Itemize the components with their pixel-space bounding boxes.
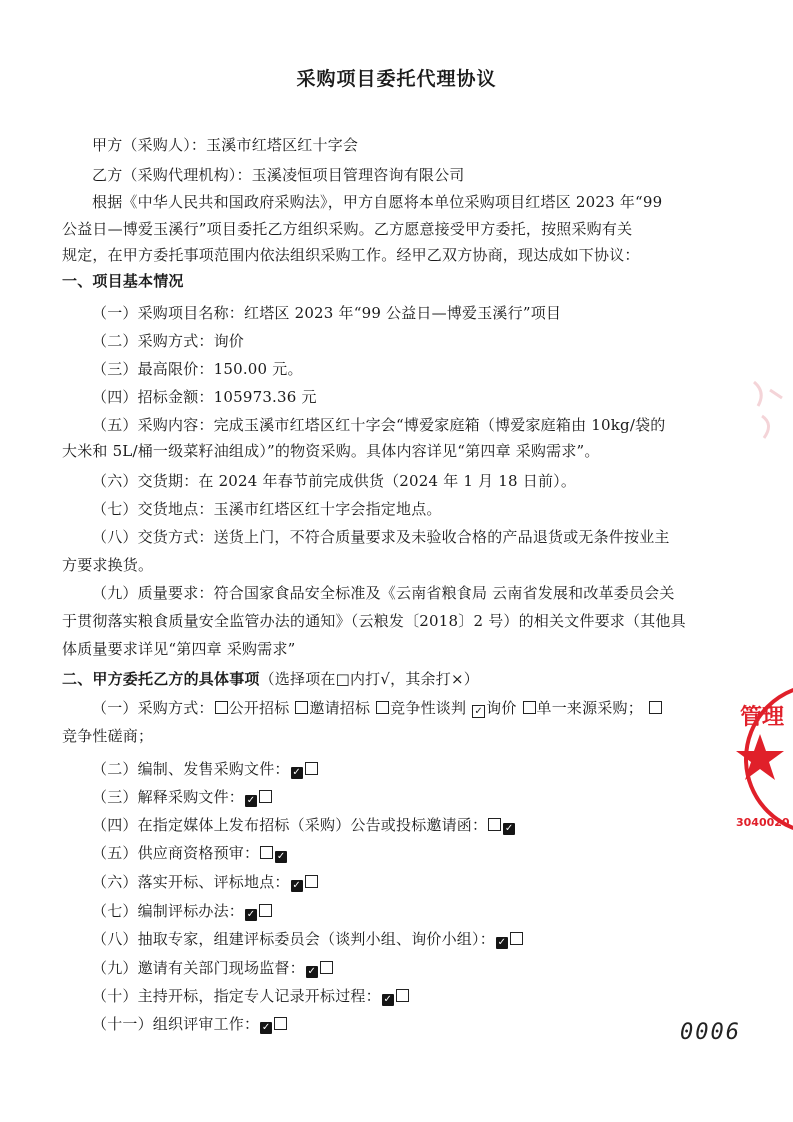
method-label: （一）采购方式： — [92, 699, 214, 717]
delegation-item — [92, 760, 319, 779]
delegation-item-label: （七）编制评标办法： — [92, 902, 245, 920]
section-1-item: 于贯彻落实粮食质量安全监管办法的通知》（云粮发〔2018〕2 号）的相关文件要求（其他具 — [62, 612, 686, 630]
delegation-item — [92, 816, 516, 835]
delegation-item-label: （十）主持开标，指定专人记录开标过程： — [92, 987, 381, 1005]
checked-checkbox[interactable]: ✓ — [307, 966, 317, 977]
section-1-item: （九）质量要求：符合国家食品安全标准及《云南省粮食局 云南省发展和改革委员会关 — [92, 584, 675, 602]
empty-checkbox[interactable] — [259, 904, 272, 917]
section-1-item: （二）采购方式：询价 — [92, 332, 245, 350]
section-1-item: （一）采购项目名称：红塔区 2023 年“99 公益日—博爱玉溪行”项目 — [92, 304, 562, 322]
delegation-item-label: （九）邀请有关部门现场监督： — [92, 959, 305, 977]
method-option-label: 邀请招标 — [309, 699, 371, 717]
delegation-item-label: （十一）组织评审工作： — [92, 1015, 260, 1033]
delegation-item — [92, 844, 288, 863]
empty-checkbox[interactable] — [488, 818, 501, 831]
section-2-heading: 二、甲方委托乙方的具体事项 — [62, 670, 260, 688]
method-checkbox[interactable] — [523, 701, 536, 714]
delegation-item-label: （三）解释采购文件： — [92, 788, 245, 806]
section-1-item: （六）交货期：在 2024 年春节前完成供货（2024 年 1 月 18 日前）。 — [92, 472, 577, 490]
empty-checkbox[interactable] — [510, 932, 523, 945]
empty-checkbox[interactable] — [260, 846, 273, 859]
delegation-item — [92, 987, 410, 1006]
red-seal — [728, 684, 793, 834]
delegation-item — [92, 930, 524, 949]
delegation-item — [92, 788, 273, 807]
faint-stamp-mark — [748, 372, 788, 452]
checked-checkbox[interactable]: ✓ — [246, 909, 256, 920]
delegation-item — [92, 902, 273, 921]
section-1-item: （七）交货地点：玉溪市红塔区红十字会指定地点。 — [92, 500, 442, 518]
intro-line: 公益日—博爱玉溪行”项目委托乙方组织采购。乙方愿意接受甲方委托，按照采购有关 — [62, 220, 633, 238]
delegation-item-label: （五）供应商资格预审： — [92, 844, 260, 862]
document-title: 采购项目委托代理协议 — [296, 68, 497, 90]
star-icon — [736, 734, 784, 780]
section-1-item: 方要求换货。 — [62, 556, 154, 574]
delegation-item-label: （四）在指定媒体上发布招标（采购）公告或投标邀请函： — [92, 816, 488, 834]
method-checkbox[interactable] — [215, 701, 228, 714]
party-a: 甲方（采购人）：玉溪市红塔区红十字会 — [92, 136, 359, 154]
method-checkbox[interactable] — [295, 701, 308, 714]
delegation-item — [92, 1015, 288, 1034]
section-2-note: （选择项在□内打√，其余打×） — [259, 670, 479, 688]
method-checkbox-checked[interactable]: ✓ — [472, 705, 485, 718]
empty-checkbox[interactable] — [305, 875, 318, 888]
seal-text: 管理 — [740, 705, 785, 730]
checked-checkbox[interactable]: ✓ — [292, 880, 301, 891]
page-number: 0006 — [680, 1020, 741, 1045]
checked-checkbox[interactable]: ✓ — [276, 851, 286, 862]
section-1-item: （五）采购内容：完成玉溪市红塔区红十字会“博爱家庭箱（博爱家庭箱由 10kg/袋的 — [92, 416, 666, 434]
method-option-label: 竞争性磋商； — [62, 727, 154, 745]
intro-line: 规定，在甲方委托事项范围内依法组织采购工作。经甲乙双方协商，现达成如下协议： — [62, 246, 640, 264]
checked-checkbox[interactable]: ✓ — [504, 823, 514, 834]
section-1-item: 体质量要求详见“第四章 采购需求” — [62, 640, 296, 658]
method-checkbox[interactable] — [376, 701, 389, 714]
section-1-item: （四）招标金额：105973.36 元 — [92, 388, 317, 406]
empty-checkbox[interactable] — [274, 1017, 287, 1030]
section-1-item: （三）最高限价：150.00 元。 — [92, 360, 303, 378]
delegation-item-label: （二）编制、发售采购文件： — [92, 760, 290, 778]
checked-checkbox[interactable]: ✓ — [246, 795, 256, 806]
delegation-item-label: （八）抽取专家，组建评标委员会（谈判小组、询价小组）： — [92, 930, 495, 948]
section-1-item: 大米和 5L/桶一级菜籽油组成）”的物资采购。具体内容详见“第四章 采购需求”。 — [62, 442, 600, 460]
checked-checkbox[interactable]: ✓ — [497, 937, 507, 948]
method-row — [92, 699, 663, 718]
delegation-item — [92, 873, 319, 892]
party-b: 乙方（采购代理机构）：玉溪凌恒项目管理咨询有限公司 — [92, 166, 465, 184]
method-option-label: 单一来源采购； — [536, 699, 643, 717]
empty-checkbox[interactable] — [259, 790, 272, 803]
method-option-label: 公开招标 — [228, 699, 290, 717]
section-2-heading-row — [62, 670, 479, 688]
empty-checkbox[interactable] — [396, 989, 409, 1002]
checked-checkbox[interactable]: ✓ — [261, 1022, 271, 1033]
method-option-label: 询价 — [486, 699, 517, 717]
delegation-item — [92, 959, 334, 978]
intro-line: 根据《中华人民共和国政府采购法》，甲方自愿将本单位采购项目红塔区 2023 年“99 — [92, 193, 663, 211]
empty-checkbox[interactable] — [305, 762, 318, 775]
method-checkbox[interactable] — [649, 701, 662, 714]
delegation-item-label: （六）落实开标、评标地点： — [92, 873, 290, 891]
checked-checkbox[interactable]: ✓ — [292, 767, 301, 778]
seal-number: 3040020 — [736, 816, 790, 829]
section-1-heading: 一、项目基本情况 — [62, 272, 184, 290]
checked-checkbox[interactable]: ✓ — [383, 994, 393, 1005]
method-option-label: 竞争性谈判 — [390, 699, 467, 717]
section-1-item: （八）交货方式：送货上门，不符合质量要求及未验收合格的产品退货或无条件按业主 — [92, 528, 670, 546]
empty-checkbox[interactable] — [320, 961, 333, 974]
